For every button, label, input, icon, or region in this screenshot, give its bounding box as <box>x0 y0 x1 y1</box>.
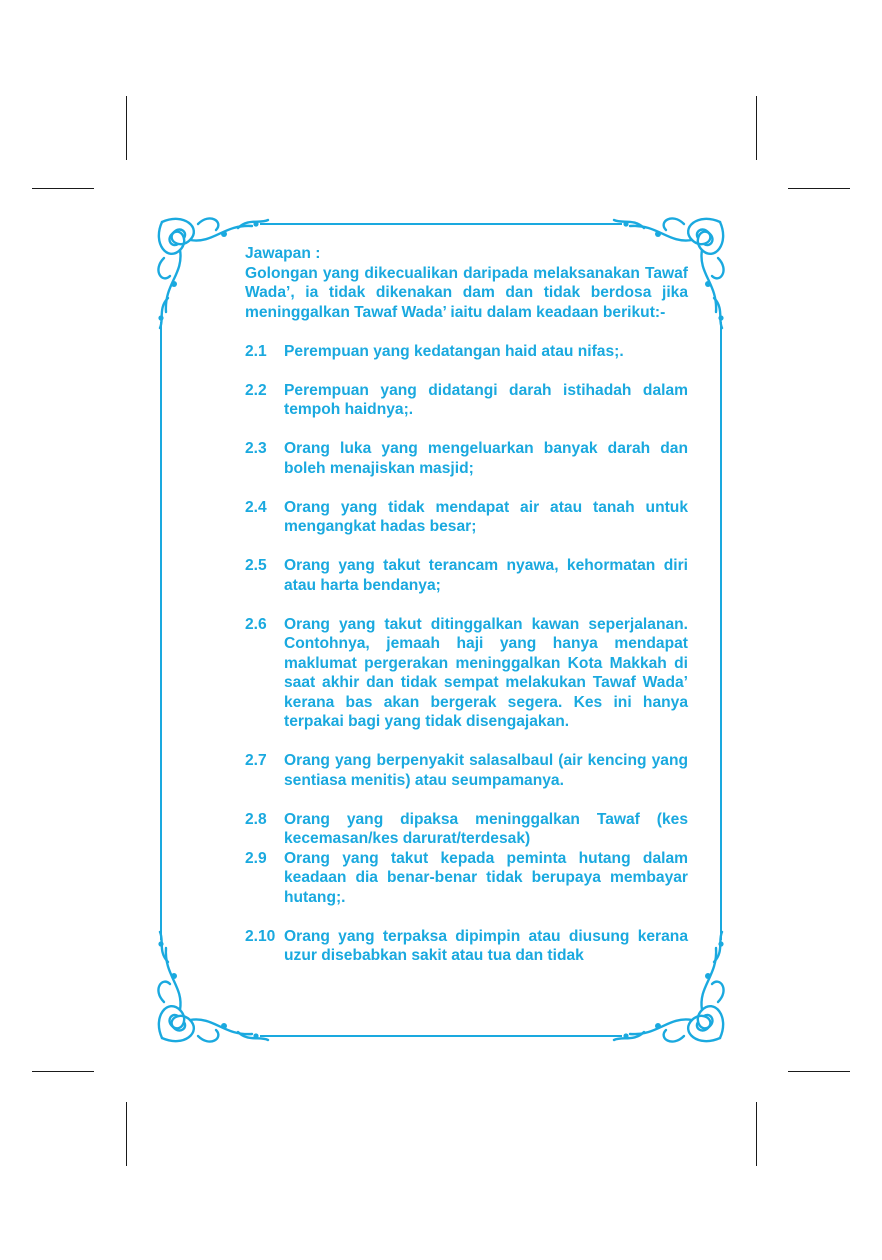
list-item <box>245 381 688 420</box>
item-text: Orang yang takut kepada peminta hutang dalam keadaan dia benar-benar tidak berupaya membayar hutang;. <box>284 849 688 906</box>
item-number: 2.8 <box>245 810 267 828</box>
answer-heading: Jawapan : <box>245 245 321 262</box>
list-item <box>245 556 688 595</box>
list-item <box>245 927 688 966</box>
item-number: 2.6 <box>245 615 267 633</box>
item-number: 2.5 <box>245 557 267 574</box>
list-item <box>245 751 688 790</box>
item-number: 2.9 <box>245 849 267 867</box>
list-item <box>245 439 688 478</box>
item-text: Orang yang takut terancam nyawa, kehormatan diri atau harta bendanya; <box>284 557 688 594</box>
list-item <box>245 615 688 732</box>
item-text: Orang yang berpenyakit salasalbaul (air kencing yang sentiasa menitis) atau seumpamanya. <box>284 752 688 789</box>
item-text: Orang yang tidak mendapat air atau tanah untuk mengangkat hadas besar; <box>284 498 688 535</box>
item-text: Orang yang terpaksa dipimpin atau diusung kerana uzur disebabkan sakit atau tua dan tidak <box>284 927 688 964</box>
item-number: 2.10 <box>245 927 276 945</box>
item-number: 2.7 <box>245 752 267 769</box>
intro-paragraph: Golongan yang dikecualikan daripada melaksanakan Tawaf Wada’, ia tidak dikenakan dam dan tidak berdosa jika meninggalkan Tawaf Wada’ iaitu dalam keadaan berikut:- <box>245 264 688 321</box>
item-text: Orang yang dipaksa meninggalkan Tawaf (kes kecemasan/kes darurat/terdesak) <box>284 810 688 847</box>
list-item <box>245 498 688 537</box>
exemption-list <box>245 342 688 966</box>
item-text: Orang yang takut ditinggalkan kawan seperjalanan. Contohnya, jemaah haji yang hanya mendapat maklumat pergerakan meninggalkan Kota Makkah di saat akhir dan tidak sempat melakukan Tawaf Wada’ kerana bas akan bergerak segera. Kes ini hanya terpakai bagi yang tidak disengajakan. <box>284 615 688 730</box>
item-text: Perempuan yang didatangi darah istihadah dalam tempoh haidnya;. <box>284 381 688 418</box>
list-item <box>245 849 688 908</box>
item-number: 2.1 <box>245 342 267 360</box>
list-item <box>245 342 688 362</box>
item-number: 2.3 <box>245 440 267 457</box>
document-body <box>245 244 688 966</box>
item-text: Orang luka yang mengeluarkan banyak darah dan boleh menajiskan masjid; <box>284 440 688 477</box>
item-number: 2.4 <box>245 498 267 516</box>
list-item <box>245 810 688 849</box>
item-number: 2.2 <box>245 381 267 399</box>
item-text: Perempuan yang kedatangan haid atau nifas;. <box>284 342 624 360</box>
